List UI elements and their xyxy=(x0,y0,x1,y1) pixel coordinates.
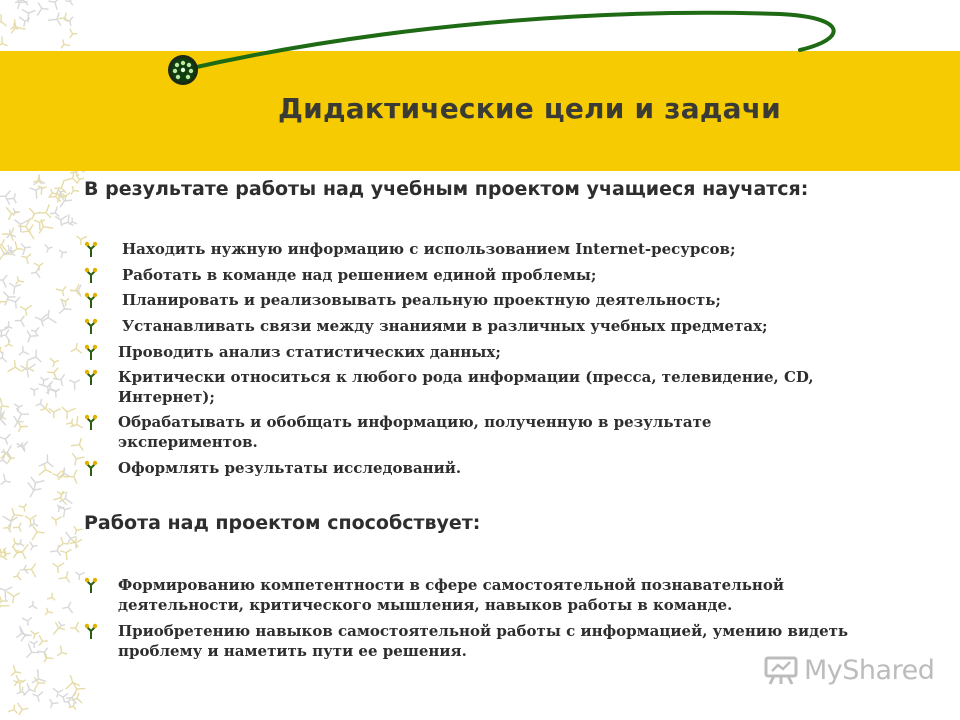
list-item-text: Работать в команде над решением единой проблемы; xyxy=(122,266,597,284)
sprout-bullet-icon xyxy=(84,623,98,639)
orb-icon xyxy=(168,55,198,85)
section-heading-outcomes: В результате работы над учебным проектом учащиеся научатся: xyxy=(84,178,809,200)
list-item-text: Критически относиться к любого рода информации (пресса, телевидение, CD, Интернет); xyxy=(118,368,814,406)
list-item-text: Проводить анализ статистических данных; xyxy=(118,343,501,361)
list-item-text: Формированию компетентности в сфере самостоятельной познавательной деятельности, критического мышления, навыков работы в команде. xyxy=(118,576,785,614)
sprout-bullet-icon xyxy=(84,344,98,360)
list-item xyxy=(84,239,884,259)
list-item-text: Приобретению навыков самостоятельной работы с информацией, умению видеть проблему и наметить пути ее решения. xyxy=(118,622,849,660)
sprout-bullet-icon xyxy=(84,460,98,476)
list-item-text: Оформлять результаты исследований. xyxy=(118,459,462,477)
list-item-text: Планировать и реализовывать реальную проектную деятельность; xyxy=(122,291,721,309)
sprout-bullet-icon xyxy=(84,318,98,334)
sprout-bullet-icon xyxy=(84,292,98,308)
list-item-text: Обрабатывать и обобщать информацию, полученную в результате экспериментов. xyxy=(118,413,712,451)
sprout-bullet-icon xyxy=(84,414,98,430)
section-heading-benefits: Работа над проектом способствует: xyxy=(84,512,481,534)
list-item xyxy=(84,265,884,285)
sprout-bullet-icon xyxy=(84,267,98,283)
presentation-board-icon xyxy=(764,654,798,686)
list-item xyxy=(84,412,884,452)
list-item xyxy=(84,575,884,615)
watermark-text: MyShared xyxy=(804,654,935,686)
list-item xyxy=(84,458,884,478)
watermark xyxy=(764,654,934,686)
sprout-bullet-icon xyxy=(84,577,98,593)
list-item-text: Находить нужную информацию с использованием Internet-ресурсов; xyxy=(122,240,736,258)
slide-title: Дидактические цели и задачи xyxy=(278,92,781,125)
list-item xyxy=(84,342,884,362)
list-item xyxy=(84,316,884,336)
list-item xyxy=(84,367,884,407)
list-item-text: Устанавливать связи между знаниями в различных учебных предметах; xyxy=(122,317,768,335)
sprout-bullet-icon xyxy=(84,241,98,257)
sprout-bullet-icon xyxy=(84,369,98,385)
list-item xyxy=(84,290,884,310)
decorative-swoosh-line xyxy=(0,0,960,100)
